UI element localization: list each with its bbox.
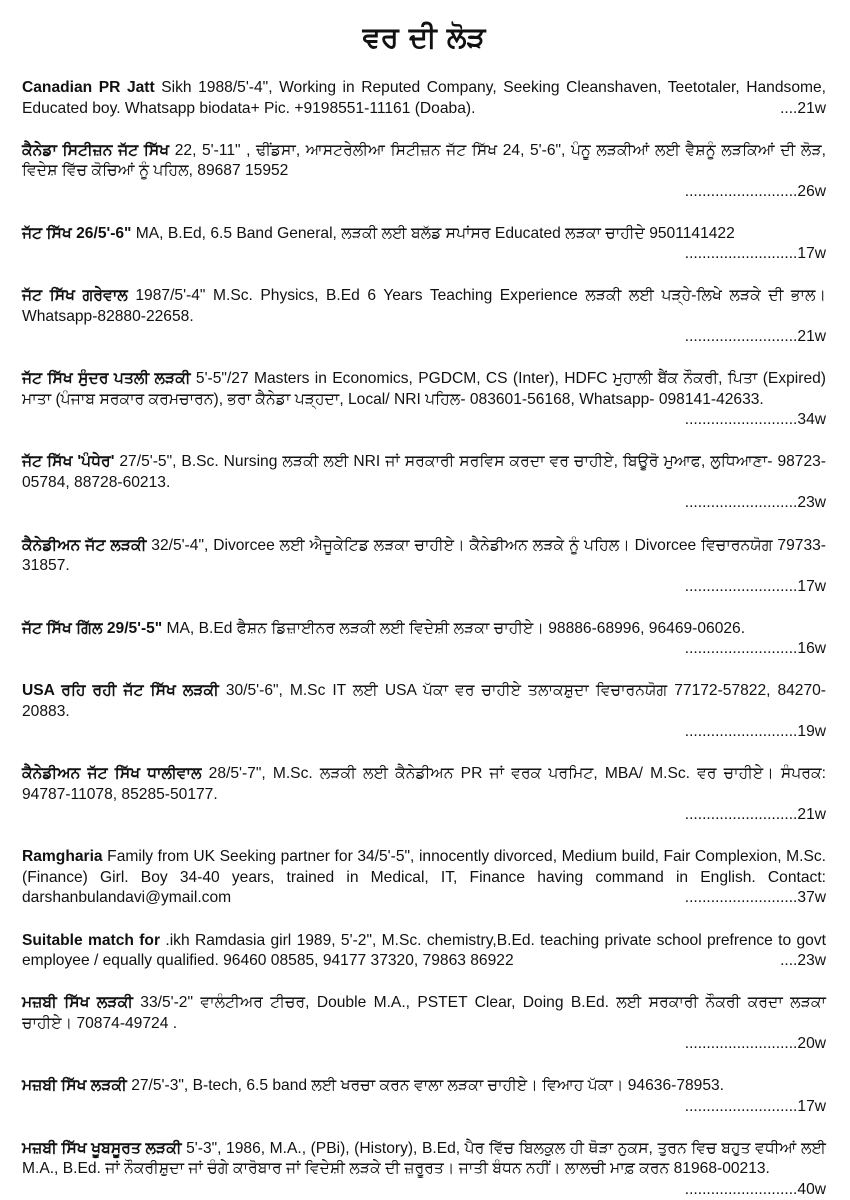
ad-item <box>22 764 826 826</box>
ad-lead: ਜੱਟ ਸਿੱਖ ਸੁੰਦਰ ਪਤਲੀ ਲੜਕੀ <box>22 370 191 388</box>
ad-code: ..........................17w <box>684 577 826 595</box>
ad-item <box>22 993 826 1055</box>
ad-lead: ਜੱਟ ਸਿੱਖ 26/5'-6" <box>22 224 132 242</box>
ad-body: .ikh Ramdasia girl 1989, 5'-2", M.Sc. chemistry,B.Ed. teaching private school prefrence to govt employee / equally qualified. 96460 08585, 94177 37320, 79863 86922 <box>22 931 826 970</box>
ad-item <box>22 286 826 348</box>
page-title: ਵਰ ਦੀ ਲੋੜ <box>362 20 486 54</box>
ad-body: 32/5'-4", Divorcee ਲਈ ਐਜੂਕੇਟਿਡ ਲੜਕਾ ਚਾਹੀਏ। ਕੈਨੇਡੀਅਨ ਲੜਕੇ ਨੂੰ ਪਹਿਲ। Divorcee ਵਿਚਾਰਨਯੋਗ 79733-31857. <box>22 536 826 575</box>
ad-lead: ਜੱਟ ਸਿੱਖ 'ਪੰਧੇਰ' <box>22 453 115 471</box>
ad-item <box>22 369 826 431</box>
ad-lead: Canadian PR Jatt <box>22 79 155 96</box>
ad-item <box>22 224 826 265</box>
ad-lead: ਜੱਟ ਸਿੱਖ ਗਰੇਵਾਲ <box>22 287 128 305</box>
ad-code: ..........................23w <box>684 494 826 512</box>
ad-code: ..........................19w <box>684 723 826 741</box>
ad-item <box>22 536 826 598</box>
ad-lead: ਜੱਟ ਸਿੱਖ ਗਿੱਲ 29/5'-5" <box>22 619 163 637</box>
ad-item <box>22 141 826 203</box>
ad-item <box>22 1139 826 1200</box>
ad-item <box>22 78 826 119</box>
ad-body: Family from UK Seeking partner for 34/5'-5", innocently divorced, Medium build, Fair Complexion, M.Sc. (Finance) Girl. Boy 34-40 years, trained in Medical, IT, Finance having command in English. Contact: darshanbulandavi@ymail.com <box>22 848 826 907</box>
ad-body: 1987/5'-4" M.Sc. Physics, B.Ed 6 Years Teaching Experience ਲੜਕੀ ਲਈ ਪੜ੍ਹੇ-ਲਿਖੇ ਲੜਕੇ ਦੀ ਭਾਲ। Whatsapp-82880-22658. <box>22 287 827 325</box>
ad-item <box>22 619 826 660</box>
ad-item <box>22 681 826 743</box>
ad-lead: ਕੈਨੇਡੀਅਨ ਜੱਟ ਲੜਕੀ <box>22 536 147 554</box>
ad-lead: ਮਜ਼ਬੀ ਸਿੱਖ ਲੜਕੀ <box>22 994 133 1012</box>
ad-lead: Ramgharia <box>22 848 103 866</box>
ad-body: MA, B.Ed ਫੈਸ਼ਨ ਡਿਜ਼ਾਈਨਰ ਲੜਕੀ ਲਈ ਵਿਦੇਸ਼ੀ ਲੜਕਾ ਚਾਹੀਏ। 98886-68996, 96469-06026. <box>162 619 746 637</box>
ad-body: 27/5'-5", B.Sc. Nursing ਲੜਕੀ ਲਈ NRI ਜਾਂ ਸਰਕਾਰੀ ਸਰਵਿਸ ਕਰਦਾ ਵਰ ਚਾਹੀਏ, ਬਿਊਰੋ ਮੁਆਫ, ਲੁਧਿਆਣਾ- 98723-05784, 88728-60213. <box>22 453 826 491</box>
ad-body: 5'-5"/27 Masters in Economics, PGDCM, CS (Inter), HDFC ਮੁਹਾਲੀ ਬੈਂਕ ਨੌਕਰੀ, ਪਿਤਾ (Expired) ਮਾਤਾ (ਪੰਜਾਬ ਸਰਕਾਰ ਕਰਮਚਾਰਨ), ਭਰਾ ਕੈਨੇਡਾ ਪੜ੍ਹਦਾ, Local/ NRI ਪਹਿਲ- 083601-56168, Whatsapp- 098141-42633. <box>22 370 826 408</box>
ad-lead: ਮਜ਼ਬੀ ਸਿੱਖ ਲੜਕੀ <box>22 1077 127 1095</box>
ad-body: 33/5'-2" ਵਾਲੰਟੀਅਰ ਟੀਚਰ, Double M.A., PSTET Clear, Doing B.Ed. ਲਈ ਸਰਕਾਰੀ ਨੌਕਰੀ ਕਰਦਾ ਲੜਕਾ ਚਾਹੀਏ। 70874-49724 . <box>22 994 826 1032</box>
ad-code: ..........................40w <box>684 1180 826 1198</box>
ad-body: 22, 5'-11" , ਢੀਂਡਸਾ, ਆਸਟਰੇਲੀਆ ਸਿਟੀਜ਼ਨ ਜੱਟ ਸਿੱਖ 24, 5'-6", ਪੰਨੂ ਲੜਕੀਆਂ ਲਈ ਵੈਸ਼ਨੂੰ ਲੜਕਿਆਂ ਦੀ ਲੋੜ, ਵਿਦੇਸ਼ ਵਿੱਚ ਕੋਚਿਆਂ ਨੂੰ ਪਹਿਲ, 89687 15952 <box>22 141 826 180</box>
ad-body: 5'-3", 1986, M.A., (PBi), (History), B.Ed, ਪੈਰ ਵਿੱਚ ਬਿਲਕੁਲ ਹੀ ਥੋੜਾ ਨੁਕਸ, ਤੁਰਨ ਵਿਚ ਬਹੁਤ ਵਧੀਆਂ ਲਈ M.A., B.Ed. ਜਾਂ ਨੌਕਰੀਸ਼ੁਦਾ ਜਾਂ ਚੰਗੇ ਕਾਰੋਬਾਰ ਜਾਂ ਵਿਦੇਸ਼ੀ ਲੜਕੇ ਦੀ ਜ਼ਰੂਰਤ। ਜਾਤੀ ਬੰਧਨ ਨਹੀਂ। ਲਾਲਚੀ ਮਾਫ਼ ਕਰਨ 81968-00213. <box>22 1139 826 1178</box>
ad-list <box>22 78 826 1200</box>
ad-code: ..........................17w <box>684 1097 826 1115</box>
ad-code: ..........................16w <box>684 640 826 658</box>
ad-lead: ਮਜ਼ਬੀ ਸਿੱਖ ਖੂਬਸੂਰਤ ਲੜਕੀ <box>22 1139 182 1157</box>
ad-code: ..........................37w <box>684 889 826 907</box>
ad-code: ..........................34w <box>684 411 826 429</box>
ad-code: ....23w <box>780 952 826 970</box>
ad-lead: Suitable match for <box>22 931 161 949</box>
ad-body: MA, B.Ed, 6.5 Band General, ਲੜਕੀ ਲਈ ਬਲੱਡ ਸਪਾਂਸਰ Educated ਲੜਕਾ ਚਾਹੀਦੇ 9501141422 <box>131 224 735 242</box>
ad-body: 27/5'-3", B-tech, 6.5 band ਲਈ ਖਰਚਾ ਕਰਨ ਵਾਲਾ ਲੜਕਾ ਚਾਹੀਏ। ਵਿਆਹ ਪੱਕਾ। 94636-78953. <box>126 1077 725 1095</box>
ad-item <box>22 452 826 514</box>
ad-body: 28/5'-7", M.Sc. ਲੜਕੀ ਲਈ ਕੈਨੇਡੀਅਨ PR ਜਾਂ ਵਰਕ ਪਰਮਿਟ, MBA/ M.Sc. ਵਰ ਚਾਹੀਏ। ਸੰਪਰਕ: 94787-11078, 85285-50177. <box>22 765 827 803</box>
ad-item <box>22 931 826 972</box>
ad-code: ..........................17w <box>684 245 826 263</box>
ad-item <box>22 1076 826 1117</box>
ad-lead: ਕੈਨੇਡੀਅਨ ਜੱਟ ਸਿੱਖ ਧਾਲੀਵਾਲ <box>22 765 202 783</box>
ad-code: ..........................20w <box>684 1035 826 1053</box>
ad-code: ..........................26w <box>684 182 826 200</box>
ad-code: ....21w <box>780 99 826 117</box>
ad-body: 30/5'-6", M.Sc IT ਲਈ USA ਪੱਕਾ ਵਰ ਚਾਹੀਏ ਤਲਾਕਸ਼ੁਦਾ ਵਿਚਾਰਨਯੋਗ 77172-57822, 84270-20883. <box>22 682 827 720</box>
ad-lead: ਕੈਨੇਡਾ ਸਿਟੀਜ਼ਨ ਜੱਟ ਸਿੱਖ <box>22 141 170 159</box>
ad-code: ..........................21w <box>684 806 826 824</box>
ad-lead: USA ਰਹਿ ਰਹੀ ਜੱਟ ਸਿੱਖ ਲੜਕੀ <box>22 682 219 700</box>
ad-item <box>22 847 826 909</box>
ad-code: ..........................21w <box>684 328 826 346</box>
ad-body: Sikh 1988/5'-4", Working in Reputed Company, Seeking Cleanshaven, Teetotaler, Handsome, Educated boy. Whatsapp biodata+ Pic. +9198551-11161 (Doaba). <box>22 79 826 117</box>
